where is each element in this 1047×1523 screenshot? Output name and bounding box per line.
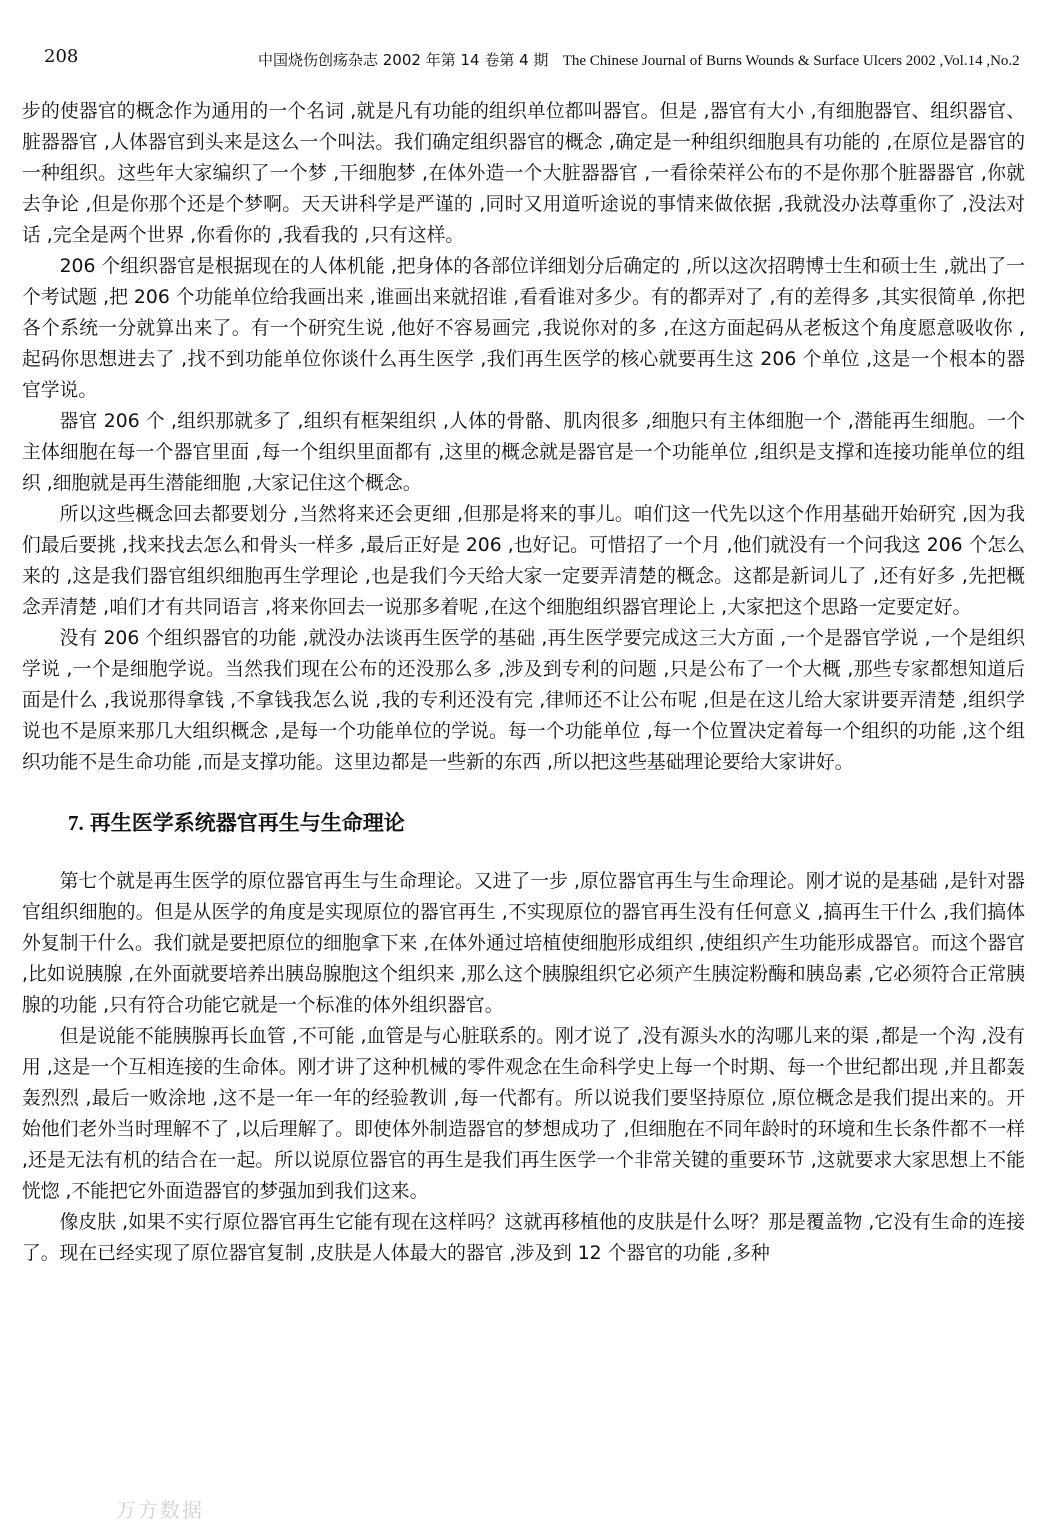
journal-title-en: The Chinese Journal of Burns Wounds & Surface Ulcers 2002 ,Vol.14 ,No.2 [562,53,1020,69]
paragraph: 但是说能不能胰腺再长血管 ,不可能 ,血管是与心脏联系的。刚才说了 ,没有源头水的沟哪儿来的渠 ,都是一个沟 ,没有用 ,这是一个互相连接的生命体。刚才讲了这种机械的零件观念在生命科学史上每一个时期、每一个世纪都出现 ,并且都轰轰烈烈 ,最后一败涂地 ,这不是一年一年的经验教训 ,每一代都有。所以说我们要坚持原位 ,原位概念是我们提出来的。开始他们老外当时理解不了 ,以后理解了。即使体外制造器官的梦想成功了 ,但细胞在不同年龄时的环境和生长条件都不一样 ,还是无法有机的结合在一起。所以说原位器官的再生是我们再生医学一个非常关键的重要环节 ,这就要求大家思想上不能恍惚 ,不能把它外面造器官的梦强加到我们这来。 [22,1026,1025,1202]
article-body [22,96,1025,1269]
section-title: 再生医学系统器官再生与生命理论 [89,811,405,835]
journal-title-cn: 中国烧伤创疡杂志 2002 年第 14 卷第 4 期 [258,51,549,69]
paragraph-continued: 步的使器官的概念作为通用的一个名词 ,就是凡有功能的组织单位都叫器官。但是 ,器官有大小 ,有细胞器官、组织器官、脏器器官 ,人体器官到头来是这么一个叫法。我们确定组织器官的概念 ,确定是一种组织细胞具有功能的 ,在原位是器官的一种组织。这些年大家编织了一个梦 ,干细胞梦 ,在体外造一个大脏器器官 ,一看徐荣祥公布的不是你那个脏器器官 ,你就去争论 ,但是你那个还是个梦啊。天天讲科学是严谨的 ,同时又用道听途说的事情来做依据 ,我就没办法尊重你了 ,没法对话 ,完全是两个世界 ,你看你的 ,我看我的 ,只有这样。 [22,101,1025,246]
paragraph: 206 个组织器官是根据现在的人体机能 ,把身体的各部位详细划分后确定的 ,所以这次招聘博士生和硕士生 ,就出了一个考试题 ,把 206 个功能单位给我画出来 ,谁画出来就招谁 ,看看谁对多少。有的都弄对了 ,有的差得多 ,其实很简单 ,你把各个系统一分就算出来了。有一个研究生说 ,他好不容易画完 ,我说你对的多 ,在这方面起码从老板这个角度愿意吸收你 ,起码你思想进去了 ,找不到功能单位你谈什么再生医学 ,我们再生医学的核心就要再生这 206 个单位 ,这是一个根本的器官学说。 [22,256,1025,401]
paragraph: 没有 206 个组织器官的功能 ,就没办法谈再生医学的基础 ,再生医学要完成这三大方面 ,一个是器官学说 ,一个是组织学说 ,一个是细胞学说。当然我们现在公布的还没那么多 ,涉及到专利的问题 ,只是公布了一个大概 ,那些专家都想知道后面是什么 ,我说那得拿钱 ,不拿钱我怎么说 ,我的专利还没有完 ,律师还不让公布呢 ,但是在这儿给大家讲要弄清楚 ,组织学说也不是原来那几大组织概念 ,是每一个功能单位的学说。每一个功能单位 ,每一个位置决定着每一个组织的功能 ,这个组织功能不是生命功能 ,而是支撑功能。这里边都是一些新的东西 ,所以把这些基础理论要给大家讲好。 [22,628,1025,773]
section-heading [68,808,1025,838]
paragraph: 第七个就是再生医学的原位器官再生与生命理论。又进了一步 ,原位器官再生与生命理论。刚才说的是基础 ,是针对器官组织细胞的。但是从医学的角度是实现原位的器官再生 ,不实现原位的器官再生没有任何意义 ,搞再生干什么 ,我们搞体外复制干什么。我们就是要把原位的细胞拿下来 ,在体外通过培植使细胞形成组织 ,使组织产生功能形成器官。而这个器官 ,比如说胰腺 ,在外面就要培养出胰岛腺胞这个组织来 ,那么这个胰腺组织它必须产生胰淀粉酶和胰岛素 ,它必须符合正常胰腺的功能 ,只有符合功能它就是一个标准的体外组织器官。 [22,871,1025,1016]
journal-citation [258,49,1020,70]
running-header [20,46,1025,74]
section-number: 7. [68,811,84,835]
paragraph: 像皮肤 ,如果不实行原位器官再生它能有现在这样吗？这就再移植他的皮肤是什么呀？那是覆盖物 ,它没有生命的连接了。现在已经实现了原位器官复制 ,皮肤是人体最大的器官 ,涉及到 12 个器官的功能 ,多种 [22,1212,1025,1264]
paragraph: 所以这些概念回去都要划分 ,当然将来还会更细 ,但那是将来的事儿。咱们这一代先以这个作用基础开始研究 ,因为我们最后要挑 ,找来找去怎么和骨头一样多 ,最后正好是 206 ,也好记。可惜招了一个月 ,他们就没有一个问我这 206 个怎么来的 ,这是我们器官组织细胞再生学理论 ,也是我们今天给大家一定要弄清楚的概念。这都是新词儿了 ,还有好多 ,先把概念弄清楚 ,咱们才有共同语言 ,将来你回去一说那多着呢 ,在这个细胞组织器官理论上 ,大家把这个思路一定要定好。 [22,504,1025,618]
paragraph: 器官 206 个 ,组织那就多了 ,组织有框架组织 ,人体的骨骼、肌肉很多 ,细胞只有主体细胞一个 ,潜能再生细胞。一个主体细胞在每一个器官里面 ,每一个组织里面都有 ,这里的概念就是器官是一个功能单位 ,组织是支撑和连接功能单位的组织 ,细胞就是再生潜能细胞 ,大家记住这个概念。 [22,411,1025,494]
page-number: 208 [44,46,79,67]
watermark: 万方数据 [116,1498,204,1522]
